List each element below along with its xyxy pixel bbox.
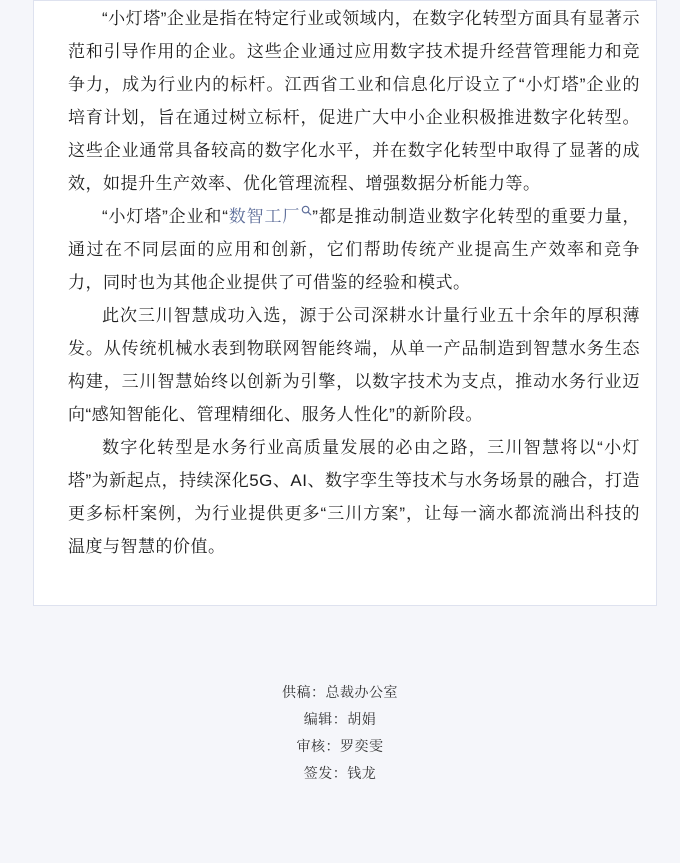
paragraph-future-outlook: 数字化转型是水务行业高质量发展的必由之路，三川智慧将以“小灯塔”为新起点，持续深化5G、AI、数字孪生等技术与水务场景的融合，打造更多标杆案例，为行业提供更多“三川方案”，让每一滴水都流淌出科技的温度与智慧的价值。 [68,438,640,556]
paragraph-sanchuan-selection: 此次三川智慧成功入选，源于公司深耕水计量行业五十余年的厚积薄发。从传统机械水表到物联网智能终端，从单一产品制造到智慧水务生态构建，三川智慧始终以创新为引擎，以数字技术为支点，推动水务行业迈向“感知智能化、管理精细化、服务人性化”的新阶段。 [68,306,640,424]
credit-contributor: 供稿：总裁办公室 [282,684,398,700]
keyword-link-shuzhigongchang[interactable] [228,207,312,226]
credit-issuer: 签发：钱龙 [303,765,377,781]
paragraph-lighthouse-definition: “小灯塔”企业是指在特定行业或领域内，在数字化转型方面具有显著示范和引导作用的企业。这些企业通过应用数字技术提升经营管理能力和竞争力，成为行业内的标杆。江西省工业和信息化厅设立了“小灯塔”企业的培育计划，旨在通过树立标杆，促进广大中小企业积极推进数字化转型。这些企业通常具备较高的数字化水平，并在数字化转型中取得了显著的成效，如提升生产效率、优化管理流程、增强数据分析能力等。 [68,9,640,193]
credit-reviewer: 审核：罗奕雯 [296,738,384,754]
article-card [33,0,657,606]
paragraph-lighthouse-and-factory [68,200,640,299]
credit-editor: 编辑：胡娟 [303,711,377,727]
paragraph-2-text-pre: “小灯塔”企业和“ [102,207,229,226]
keyword-link-label: 数智工厂 [228,207,301,226]
article-body [34,1,656,563]
credits-block [0,679,680,787]
search-magnifier-icon [301,205,312,216]
paragraph-2-text-post: ”都是推动制造业数字化转型的重要力量，通过在不同层面的应用和创新，它们帮助传统产业提高生产效率和竞争力，同时也为其他企业提供了可借鉴的经验和模式。 [68,207,641,292]
